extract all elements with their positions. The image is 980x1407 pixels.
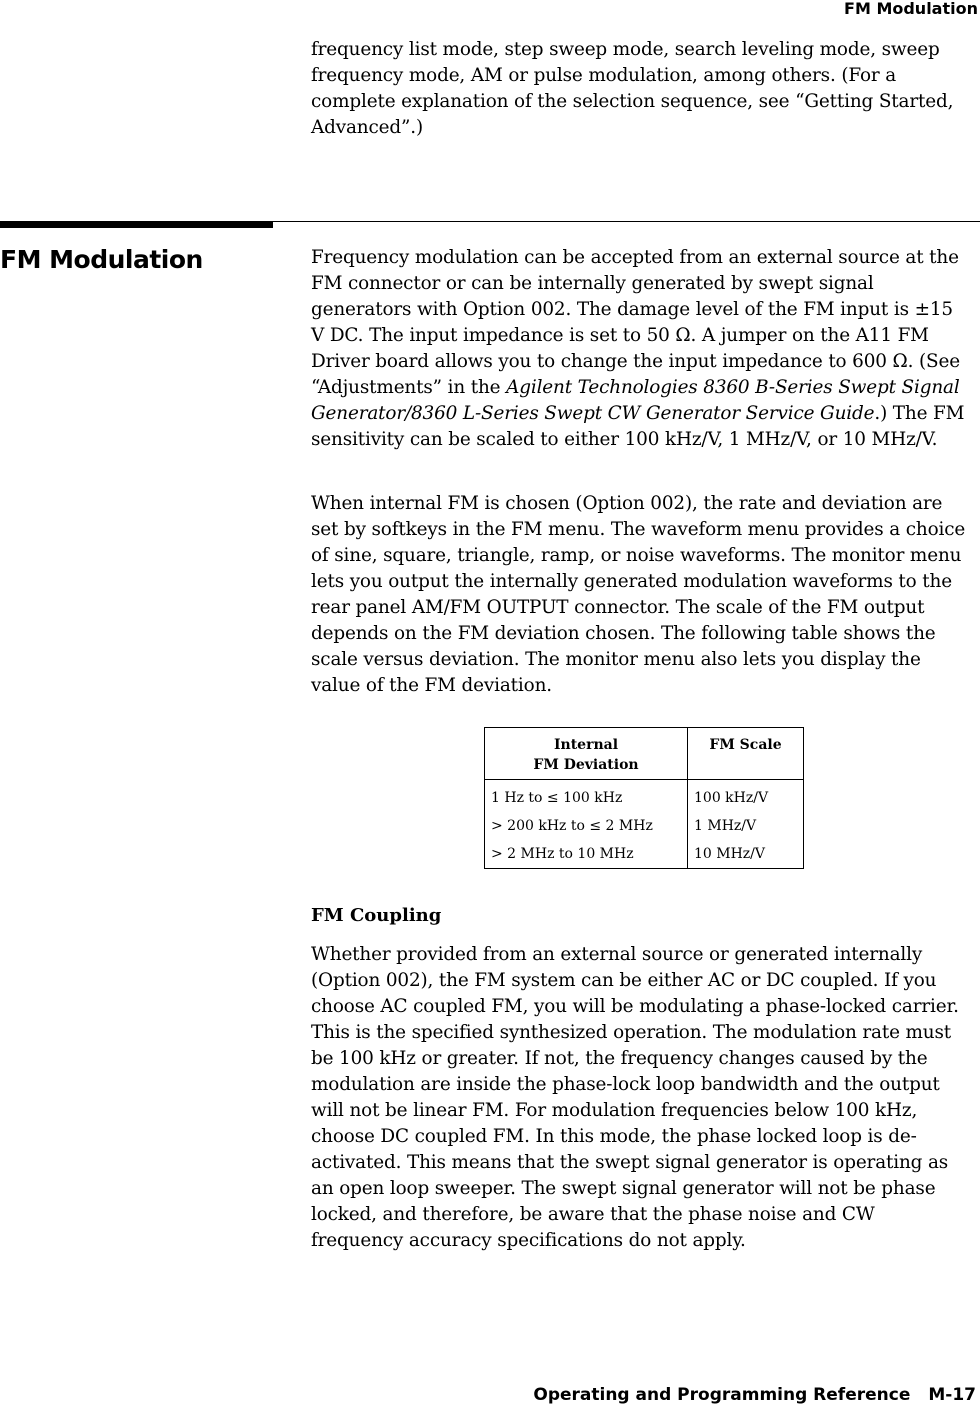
fm-coupling-paragraph: Whether provided from an external source or generated internally (Option 002), the FM system can be either AC or DC coupled. If you choose AC coupled FM, you will be modulating a phase-locked carrier. This is the specified synthesized operation. The modulation rate must be 100 kHz or greater. If not, the frequency changes caused by the modulation are inside the phase-lock loop bandwidth and the output will not be linear FM. For modulation frequencies below 100 kHz, choose DC coupled FM. In this mode, the phase locked loop is de-activated. This means that the swept signal generator is operating as an open loop sweeper. The swept signal generator will not be phase locked, and therefore, be aware that the phase noise and CW frequency accuracy specifications do not apply. — [311, 944, 959, 1251]
section-divider-bar — [0, 221, 273, 228]
header-deviation-line1: Internal — [553, 737, 619, 753]
fm-intro-paragraph — [311, 245, 966, 453]
fm-scale-table — [484, 727, 804, 869]
header-deviation-line2: FM Deviation — [533, 757, 639, 773]
header-scale: FM Scale — [688, 728, 804, 780]
table-header-row — [485, 728, 804, 780]
scale-cell: 1 MHz/V — [688, 812, 804, 840]
deviation-cell: > 2 MHz to 10 MHz — [485, 840, 688, 869]
deviation-cell: 1 Hz to ≤ 100 kHz — [485, 780, 688, 813]
deviation-cell: > 200 kHz to ≤ 2 MHz — [485, 812, 688, 840]
internal-fm-paragraph: When internal FM is chosen (Option 002), the rate and deviation are set by softkeys in the FM menu. The waveform menu provides a choice of sine, square, triangle, ramp, or noise waveforms. The monitor menu lets you output the internally generated modulation waveforms to the rear panel AM/FM OUTPUT connector. The scale of the FM output depends on the FM deviation chosen. The following table shows the scale versus deviation. The monitor menu also lets you display the value of the FM deviation. — [311, 493, 966, 696]
intro-paragraph: frequency list mode, step sweep mode, search leveling mode, sweep frequency mode, AM or pulse modulation, among others. (For a complete explanation of the selection sequence, see “Getting Started, Advanced”.) — [311, 39, 954, 138]
section-title: FM Modulation — [0, 245, 203, 274]
page-number: M-17 — [928, 1385, 976, 1405]
table-row — [485, 840, 804, 869]
page-footer — [533, 1384, 976, 1406]
header-deviation — [485, 728, 688, 780]
fm-intro-text: Frequency modulation can be accepted from an external source at the FM connector or can be internally generated by swept signal generators with Option 002. The damage level of the FM input is ±15 V DC. The input impedance is set to 50 Ω. A jumper on the A11 FM Driver board allows you to change the input impedance to 600 Ω. (See “Adjustments” in the — [311, 247, 960, 398]
running-header: FM Modulation — [844, 0, 978, 18]
footer-book-title: Operating and Programming Reference — [533, 1385, 911, 1405]
service-guide-title: Agilent Technologies 8360 B-Series Swept Signal Generator/8360 L-Series Swept CW Generator Service Guide — [311, 377, 960, 424]
fm-intro-text-end: .) The FM sensitivity can be scaled to either 100 kHz/V, 1 MHz/V, or 10 MHz/V. — [311, 403, 965, 450]
table-row — [485, 780, 804, 813]
fm-coupling-heading: FM Coupling — [311, 905, 442, 926]
table-row — [485, 812, 804, 840]
scale-cell: 10 MHz/V — [688, 840, 804, 869]
scale-cell: 100 kHz/V — [688, 780, 804, 813]
